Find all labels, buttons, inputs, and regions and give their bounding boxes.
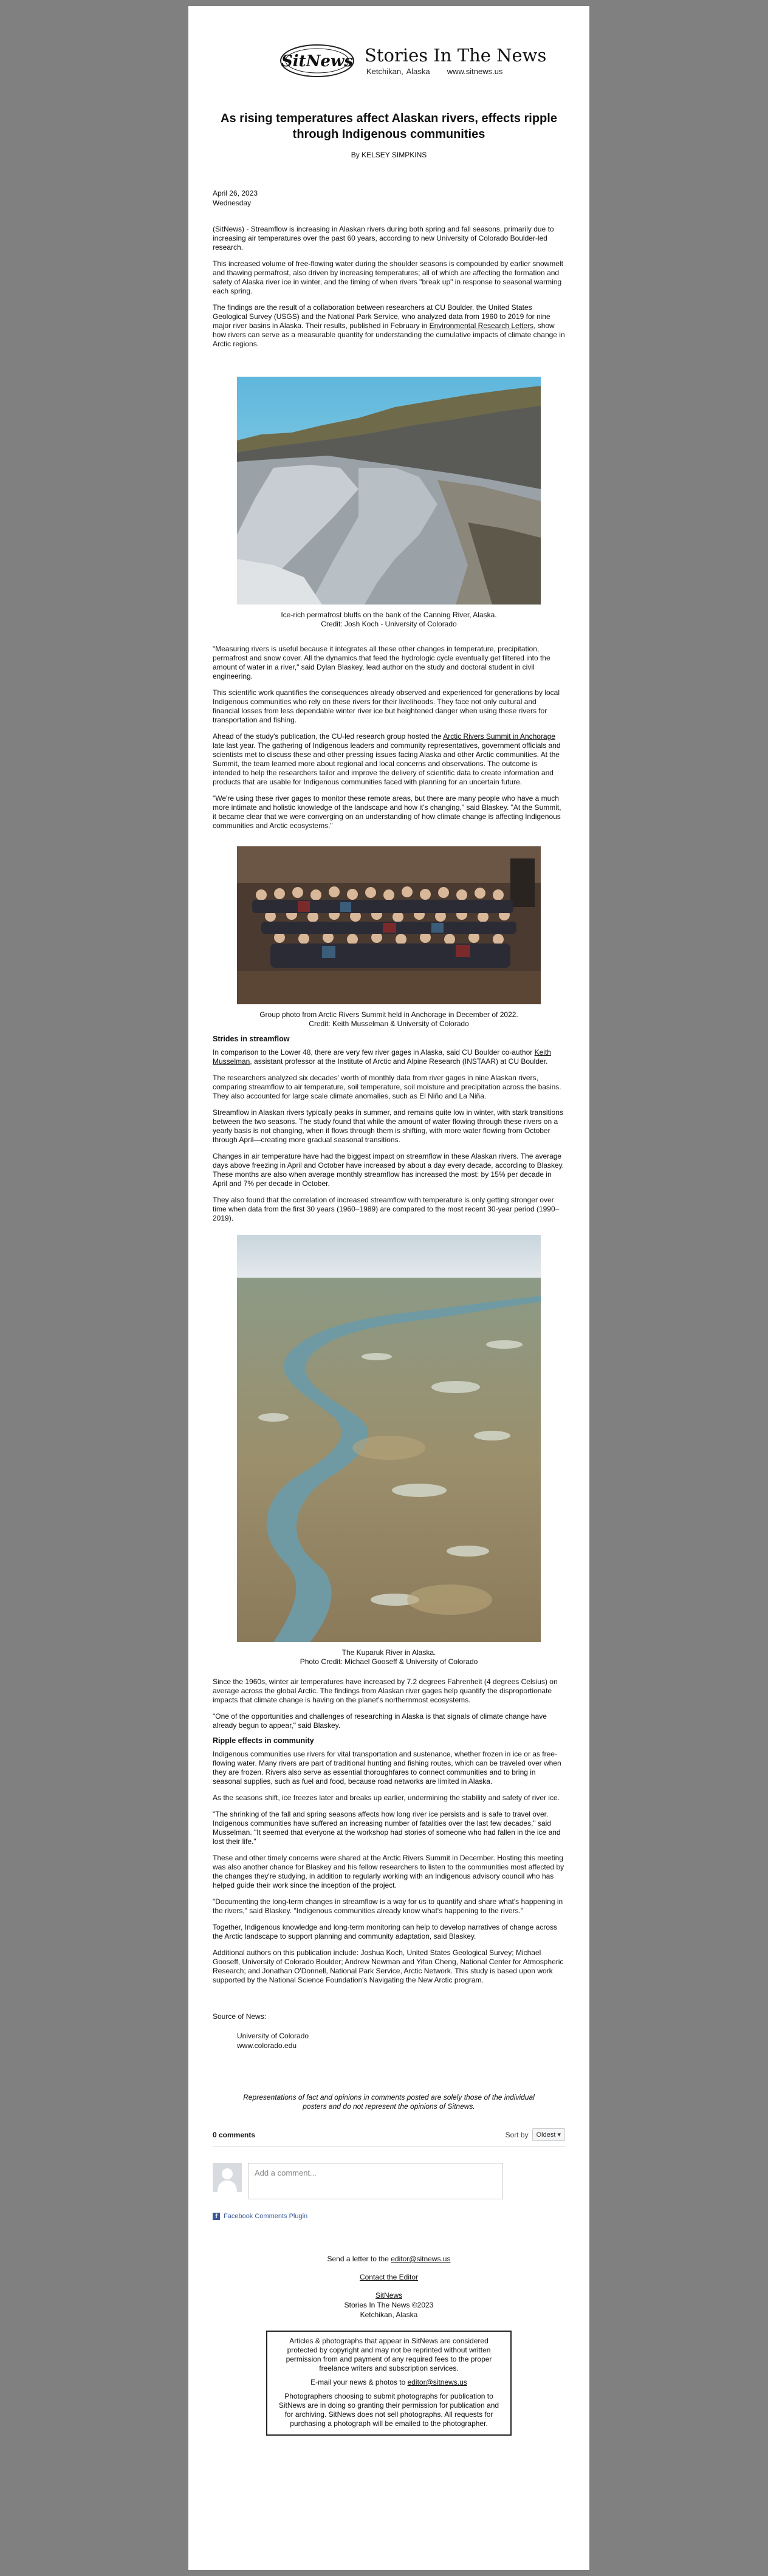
user-silhouette-icon: [213, 2163, 242, 2192]
svg-text:SitNews: SitNews: [281, 52, 353, 70]
comments-header: [213, 2128, 565, 2147]
paragraph: "Measuring rivers is useful because it integrates all these other changes in temperature, precipitation, permafrost and snow cover. All the dynamics that feed the hydrologic cycle eventually get filtered into the amount of water in a river," said Dylan Blaskey, lead author on the study and doctoral student in civil engineering.: [213, 645, 550, 680]
photographers-paragraph: Photographers choosing to submit photographs for publication to SitNews are in doing so granting their permission for publication and for archiving. SitNews does not sell photographs. All requests for purchasing a photograph will be emailed to the photographer.: [278, 2392, 499, 2428]
photo-caption: Group photo from Arctic Rivers Summit held in Anchorage in December of 2022. Credit: Keith Musselman & University of Colorado: [259, 1010, 518, 1028]
email-news-line: E-mail your news & photos to editor@sitnews.us: [310, 2378, 467, 2386]
paragraph: "We're using these river gages to monitor these remote areas, but there are many people who have a much more intimate and holistic knowledge of the landscape and how it's changing," said Blaskey. "At the Summit, it became clear that we were converging on an understanding of how climate change is affecting Indigenous communities and Arctic ecosystems.": [213, 794, 561, 830]
site-url: www.sitnews.us: [447, 67, 503, 76]
article-byline: By KELSEY SIMPKINS: [351, 151, 427, 159]
photo-group-figure: [237, 846, 541, 1029]
source-label: Source of News:: [213, 2012, 267, 2021]
section-heading: Ripple effects in community: [213, 1736, 314, 1745]
site-location: Ketchikan, Alaska: [366, 67, 430, 76]
editor-email-link[interactable]: editor@sitnews.us: [391, 2255, 451, 2263]
source-site: www.colorado.edu: [237, 2041, 297, 2050]
summit-link[interactable]: Arctic Rivers Summit in Anchorage: [443, 732, 555, 741]
source-org: University of Colorado: [237, 2032, 309, 2040]
paragraph: (SitNews) - Streamflow is increasing in Alaskan rivers during both spring and fall seasons, primarily due to increasing air temperatures over the past 60 years, according to new University of Colorado Boulder-led research.: [213, 225, 554, 252]
news-email-link[interactable]: editor@sitnews.us: [407, 2378, 467, 2386]
paragraph: Indigenous communities use rivers for vital transportation and sustenance, whether frozen in ice or as free-flowing water. Many rivers are part of traditional hunting and fishing routes, which can be traveled over when they are frozen. Rivers also serve as essential thoroughfares to connect communities and to bring in seasonal supplies, such as fuel and food, because road networks are limited in Alaska.: [213, 1750, 561, 1786]
paragraph: Streamflow in Alaskan rivers typically peaks in summer, and remains quite low in winter, with stark transitions between the two seasons. The study found that while the amount of water flowing through these rivers on a yearly basis is not changing, when it flows through them is shifting, with more water flowing from October through April—creating more gradual seasonal transitions.: [213, 1108, 563, 1144]
site-subtitle: [366, 67, 502, 76]
sort-label: Sort by: [505, 2130, 529, 2139]
sitnews-home-link[interactable]: SitNews: [375, 2291, 402, 2300]
photo-caption: The Kuparuk River in Alaska. Photo Credit: Michael Gooseff & University of Colorado: [300, 1648, 478, 1666]
site-title: Stories In The News: [365, 45, 547, 66]
chevron-down-icon: ▾: [557, 2131, 561, 2139]
photo-permafrost-figure: [237, 377, 541, 629]
paragraph: Since the 1960s, winter air temperatures have increased by 7.2 degrees Fahrenheit (4 degrees Celsius) on average across the global Arctic. The findings from Alaskan river gages help quantify the disproportionate impacts that climate change is having on the planet's northernmost ecosystems.: [213, 1677, 558, 1704]
summit-group-photo: [237, 846, 541, 1004]
article-headline: As rising temperatures affect Alaskan rivers, effects ripple through Indigenous communities: [221, 112, 557, 141]
paragraph: These and other timely concerns were shared at the Arctic Rivers Summit in December. Hosting this meeting was also another chance for Blaskey and his fellow researchers to listen to the communities most affected by the changes they're studying, in addition to regularly working with an Indigenous advisory council who has helped guide their work since the inception of the project.: [213, 1854, 564, 1889]
paragraph: "Documenting the long-term changes in streamflow is a way for us to quantify and share what's happening in the rivers," said Blaskey. "Indigenous communities already know what's happening to the rivers.": [213, 1897, 563, 1915]
paragraph: The findings are the result of a collaboration between researchers at CU Boulder, the United States Geological Survey (USGS) and the National Park Service, who analyzed data from 1960 to 2019 for nine major river basins in Alaska. Their results, published in February in Environmental Research Letters, show how rivers can serve as a measurable quantity for understanding the cumulative impacts of climate change in Arctic regions.: [213, 303, 565, 348]
news-source: [213, 2012, 565, 2050]
footer-city: Ketchikan, Alaska: [360, 2311, 418, 2319]
paragraph: The researchers analyzed six decades' worth of monthly data from river gages in nine Alaskan rivers, comparing streamflow to air temperature, soil temperature, soil moisture and precipitation across the basins. They also accounted for large scale climate anomalies, such as El Niño and La Niña.: [213, 1074, 561, 1100]
weekday-text: Wednesday: [213, 199, 252, 207]
paragraph: As the seasons shift, ice freezes later and breaks up earlier, undermining the stability and safety of river ice.: [213, 1793, 560, 1802]
copyright-notice-box: [266, 2331, 512, 2436]
kuparuk-river-photo: [237, 1235, 541, 1642]
comments-count: 0 comments: [213, 2131, 256, 2139]
article-date: [213, 188, 565, 208]
sort-control: [506, 2128, 565, 2141]
paragraph: In comparison to the Lower 48, there are very few river gages in Alaska, said CU Boulder co-author Keith Musselman, assistant professor at the Institute of Arctic and Alpine Research (INSTAAR) at CU Boulder.: [213, 1048, 551, 1066]
footer: [213, 2254, 565, 2436]
paragraph: "The shrinking of the fall and spring seasons affects how long river ice persists and is safe to travel over. Indigenous communities have suffered an increasing number of fatalities over the last few decades," said Musselman. "It seemed that everyone at the workshop had stories of someone who had fallen in the ice and lost their life.": [213, 1810, 561, 1846]
section-heading: Strides in streamflow: [213, 1035, 290, 1043]
paragraph: Together, Indigenous knowledge and long-term monitoring can help to develop narratives of change across the Arctic landscape to support planning and community adaptation, said Blaskey.: [213, 1923, 558, 1941]
photo-river-figure: [237, 1235, 541, 1667]
paragraph: They also found that the correlation of increased streamflow with temperature is only getting stronger over time when data from the first 30 years (1960–1989) are compared to the most recent 30-year period (1990–2019).: [213, 1196, 560, 1222]
plugin-label: Facebook Comments Plugin: [224, 2213, 308, 2220]
paragraph: "One of the opportunities and challenges of researching in Alaska is that signals of climate change have already begun to appear," said Blaskey.: [213, 1712, 547, 1730]
letter-line: Send a letter to the editor@sitnews.us: [327, 2255, 451, 2263]
paragraph: This scientific work quantifies the consequences already observed and experienced for generations by local Indigenous communities who rely on these rivers for their livelihoods. They face not only cultural and financial losses from less dependable winter river ice but heightened danger when using these rivers for transportation and fishing.: [213, 688, 560, 724]
comment-composer: [213, 2163, 565, 2199]
masthead: [213, 6, 565, 79]
permafrost-bluffs-photo: [237, 377, 541, 605]
comments-disclaimer: Representations of fact and opinions in comments posted are solely those of the individual posters and do not represent the opinions of Sitnews.: [243, 2093, 535, 2111]
journal-link[interactable]: Environmental Research Letters: [429, 321, 534, 330]
rights-paragraph: Articles & photographs that appear in SitNews are considered protected by copyright and may not be reprinted without written permission from and payment of any required fees to the proper freelance writers and subscription services.: [286, 2337, 492, 2372]
paragraph: This increased volume of free-flowing water during the shoulder seasons is compounded by earlier snowmelt and thawing permafrost, also driven by increasing temperatures; all of which are affecting the formation and safety of Alaska river ice in winter, and the timing of when rivers "break up" in response to seasonal warming each spring.: [213, 259, 563, 295]
author-link[interactable]: Keith Musselman: [213, 1048, 551, 1066]
contact-editor-link[interactable]: Contact the Editor: [359, 2273, 419, 2281]
paragraph: Ahead of the study's publication, the CU-led research group hosted the Arctic Rivers Summit in Anchorage late last year. The gathering of Indigenous leaders and community representatives, government officials and scientists met to discuss these and other pressing issues facing Alaska and other Arctic communities. At the Summit, the team learned more about regional and local concerns and observations. The outcome is intended to help the researchers tailor and improve the delivery of scientific data to create information and products that are usable for Indigenous communities faced with planning for an uncertain future.: [213, 732, 561, 786]
article-page: [188, 6, 589, 2570]
sitnews-logo[interactable]: [279, 43, 358, 79]
photo-caption: Ice-rich permafrost bluffs on the bank of the Canning River, Alaska. Credit: Josh Koch - University of Colorado: [281, 611, 497, 628]
facebook-icon: f: [213, 2213, 220, 2220]
sort-select[interactable]: Oldest ▾: [532, 2128, 565, 2141]
comment-input[interactable]: Add a comment...: [248, 2163, 503, 2199]
paragraph: Additional authors on this publication include: Joshua Koch, United States Geological Survey; Michael Gooseff, University of Colorado Boulder; Andrew Newman and Yifan Cheng, National Center for Atmospheric Research; and Jonathan O'Donnell, National Park Service, Arctic Network. This study is based upon work supported by the National Science Foundation's Navigating the New Arctic program.: [213, 1948, 564, 1984]
facebook-comments-plugin[interactable]: [213, 2213, 565, 2220]
copyright: Stories In The News ©2023: [344, 2301, 434, 2309]
date-text: April 26, 2023: [213, 189, 258, 197]
paragraph: Changes in air temperature have had the biggest impact on streamflow in these Alaskan rivers. The average days above freezing in April and October have increased by about a day every decade, according to Blaskey. These months are also when average monthly streamflow has increased the most: by 15% per decade in April and 7% per decade in October.: [213, 1152, 564, 1188]
avatar: [213, 2163, 242, 2192]
